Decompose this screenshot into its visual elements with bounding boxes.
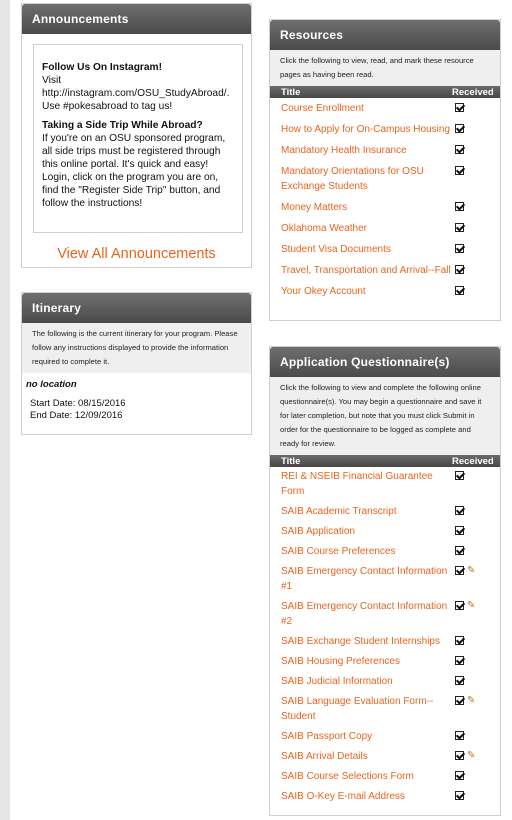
column-received: Received	[452, 455, 494, 467]
checkbox-checked-icon	[455, 244, 464, 253]
pencil-icon[interactable]: ✎	[467, 750, 476, 761]
pencil-icon[interactable]: ✎	[467, 695, 476, 706]
table-row	[270, 469, 500, 499]
checkbox-checked-icon	[455, 124, 464, 133]
column-title: Title	[281, 86, 301, 98]
received-cell	[452, 143, 500, 154]
announcements-header: Announcements	[22, 4, 251, 34]
table-row	[270, 634, 500, 649]
questionnaires-panel	[269, 346, 501, 816]
row-title-link[interactable]: How to Apply for On-Campus Housing	[281, 124, 450, 135]
received-cell	[452, 164, 500, 175]
received-cell	[452, 599, 500, 611]
table-row	[270, 263, 500, 278]
row-title-link[interactable]: SAIB Passport Copy	[281, 731, 373, 742]
questionnaires-intro: Click the following to view and complete the following online questionnaire(s). You may begin a questionnaire and save it for later completion, but note that you must click Submit in order for the questionnaire to be logged as complete and ready for review.	[270, 377, 500, 455]
received-cell	[452, 769, 500, 780]
checkbox-checked-icon	[455, 696, 464, 705]
column-title: Title	[281, 455, 301, 467]
row-title-link[interactable]: SAIB Course Preferences	[281, 546, 396, 557]
row-title-link[interactable]: Mandatory Health Insurance	[281, 145, 407, 156]
questionnaires-table-header	[270, 455, 500, 467]
itinerary-intro: The following is the current itinerary for your program. Please follow any instructions displayed to provide the information required to complete it.	[22, 323, 251, 373]
checkbox-checked-icon	[455, 223, 464, 232]
table-row	[270, 143, 500, 158]
received-cell	[452, 122, 500, 133]
pencil-icon[interactable]: ✎	[467, 565, 476, 576]
questionnaires-list	[270, 467, 500, 804]
checkbox-checked-icon	[455, 145, 464, 154]
checkbox-checked-icon	[455, 166, 464, 175]
announcements-panel	[21, 3, 252, 268]
row-title-link[interactable]: SAIB Emergency Contact Information #2	[281, 601, 448, 627]
questionnaires-header: Application Questionnaire(s)	[270, 347, 500, 377]
checkbox-checked-icon	[455, 526, 464, 535]
announcement-body: Visit http://instagram.com/OSU_StudyAbroad/. Use #pokesabroad to tag us!	[42, 75, 230, 112]
received-cell	[452, 634, 500, 645]
checkbox-checked-icon	[455, 265, 464, 274]
row-title-link[interactable]: Oklahoma Weather	[281, 223, 367, 234]
received-cell	[452, 564, 500, 576]
row-title-link[interactable]: SAIB Judicial Information	[281, 676, 393, 687]
row-title-link[interactable]: SAIB Exchange Student Internships	[281, 636, 440, 647]
row-title-link[interactable]: REI & NSEIB Financial Guarantee Form	[281, 471, 433, 497]
itinerary-start-date: Start Date: 08/15/2016	[30, 398, 126, 409]
received-cell	[452, 284, 500, 295]
checkbox-checked-icon	[455, 286, 464, 295]
checkbox-checked-icon	[455, 656, 464, 665]
row-title-link[interactable]: SAIB Language Evaluation Form--Student	[281, 696, 434, 722]
row-title-link[interactable]: SAIB Arrival Details	[281, 751, 368, 762]
checkbox-checked-icon	[455, 601, 464, 610]
row-title-link[interactable]: SAIB Course Selections Form	[281, 771, 414, 782]
resources-table-header	[270, 86, 500, 98]
table-row	[270, 654, 500, 669]
left-gutter	[0, 0, 10, 820]
row-title-link[interactable]: Travel, Transportation and Arrival--Fall	[281, 265, 451, 276]
row-title-link[interactable]: SAIB O-Key E-mail Address	[281, 791, 405, 802]
checkbox-checked-icon	[455, 636, 464, 645]
checkbox-checked-icon	[455, 202, 464, 211]
table-row	[270, 504, 500, 519]
checkbox-checked-icon	[455, 731, 464, 740]
resources-panel	[269, 19, 501, 321]
column-received: Received	[452, 86, 494, 98]
table-row	[270, 122, 500, 137]
checkbox-checked-icon	[455, 471, 464, 480]
row-title-link[interactable]: SAIB Application	[281, 526, 355, 537]
checkbox-checked-icon	[455, 506, 464, 515]
itinerary-location: no location	[26, 379, 77, 390]
received-cell	[452, 674, 500, 685]
received-cell	[452, 789, 500, 800]
table-row	[270, 524, 500, 539]
row-title-link[interactable]: Your Okey Account	[281, 286, 366, 297]
table-row	[270, 789, 500, 804]
table-row	[270, 101, 500, 116]
received-cell	[452, 749, 500, 761]
table-row	[270, 694, 500, 724]
received-cell	[452, 544, 500, 555]
announcement-title: Follow Us On Instagram!	[42, 62, 162, 73]
row-title-link[interactable]: Student Visa Documents	[281, 244, 391, 255]
checkbox-checked-icon	[455, 566, 464, 575]
received-cell	[452, 469, 500, 480]
announcements-box	[33, 44, 243, 233]
received-cell	[452, 242, 500, 253]
table-row	[270, 729, 500, 744]
itinerary-header: Itinerary	[22, 293, 251, 323]
received-cell	[452, 101, 500, 112]
checkbox-checked-icon	[455, 546, 464, 555]
checkbox-checked-icon	[455, 791, 464, 800]
announcement-title: Taking a Side Trip While Abroad?	[42, 120, 203, 131]
table-row	[270, 164, 500, 194]
pencil-icon[interactable]: ✎	[467, 600, 476, 611]
table-row	[270, 769, 500, 784]
row-title-link[interactable]: SAIB Emergency Contact Information #1	[281, 566, 448, 592]
row-title-link[interactable]: SAIB Housing Preferences	[281, 656, 400, 667]
resources-list	[270, 98, 500, 299]
row-title-link[interactable]: Money Matters	[281, 202, 348, 213]
table-row	[270, 221, 500, 236]
received-cell	[452, 221, 500, 232]
resources-header: Resources	[270, 20, 500, 50]
received-cell	[452, 729, 500, 740]
table-row	[270, 749, 500, 764]
received-cell	[452, 200, 500, 211]
view-all-announcements-link[interactable]: View All Announcements	[57, 246, 216, 262]
table-row	[270, 674, 500, 689]
table-row	[270, 544, 500, 559]
resources-intro: Click the following to view, read, and mark these resource pages as having been read.	[270, 50, 500, 86]
checkbox-checked-icon	[455, 676, 464, 685]
received-cell	[452, 524, 500, 535]
table-row	[270, 284, 500, 299]
row-title-link[interactable]: SAIB Academic Transcript	[281, 506, 397, 517]
table-row	[270, 564, 500, 594]
received-cell	[452, 263, 500, 274]
received-cell	[452, 504, 500, 515]
received-cell	[452, 654, 500, 665]
announcement-body: If you're on an OSU sponsored program, all side trips must be registered through this online portal. It's quick and easy! Login, click on the program you are on, find the "Register Side Trip" button, and follow the instructions!	[42, 133, 226, 209]
table-row	[270, 242, 500, 257]
checkbox-checked-icon	[455, 103, 464, 112]
received-cell	[452, 694, 500, 706]
checkbox-checked-icon	[455, 751, 464, 760]
table-row	[270, 200, 500, 215]
itinerary-panel	[21, 292, 252, 435]
table-row	[270, 599, 500, 629]
row-title-link[interactable]: Course Enrollment	[281, 103, 364, 114]
itinerary-end-date: End Date: 12/09/2016	[30, 410, 123, 421]
checkbox-checked-icon	[455, 771, 464, 780]
row-title-link[interactable]: Mandatory Orientations for OSU Exchange Students	[281, 166, 424, 192]
